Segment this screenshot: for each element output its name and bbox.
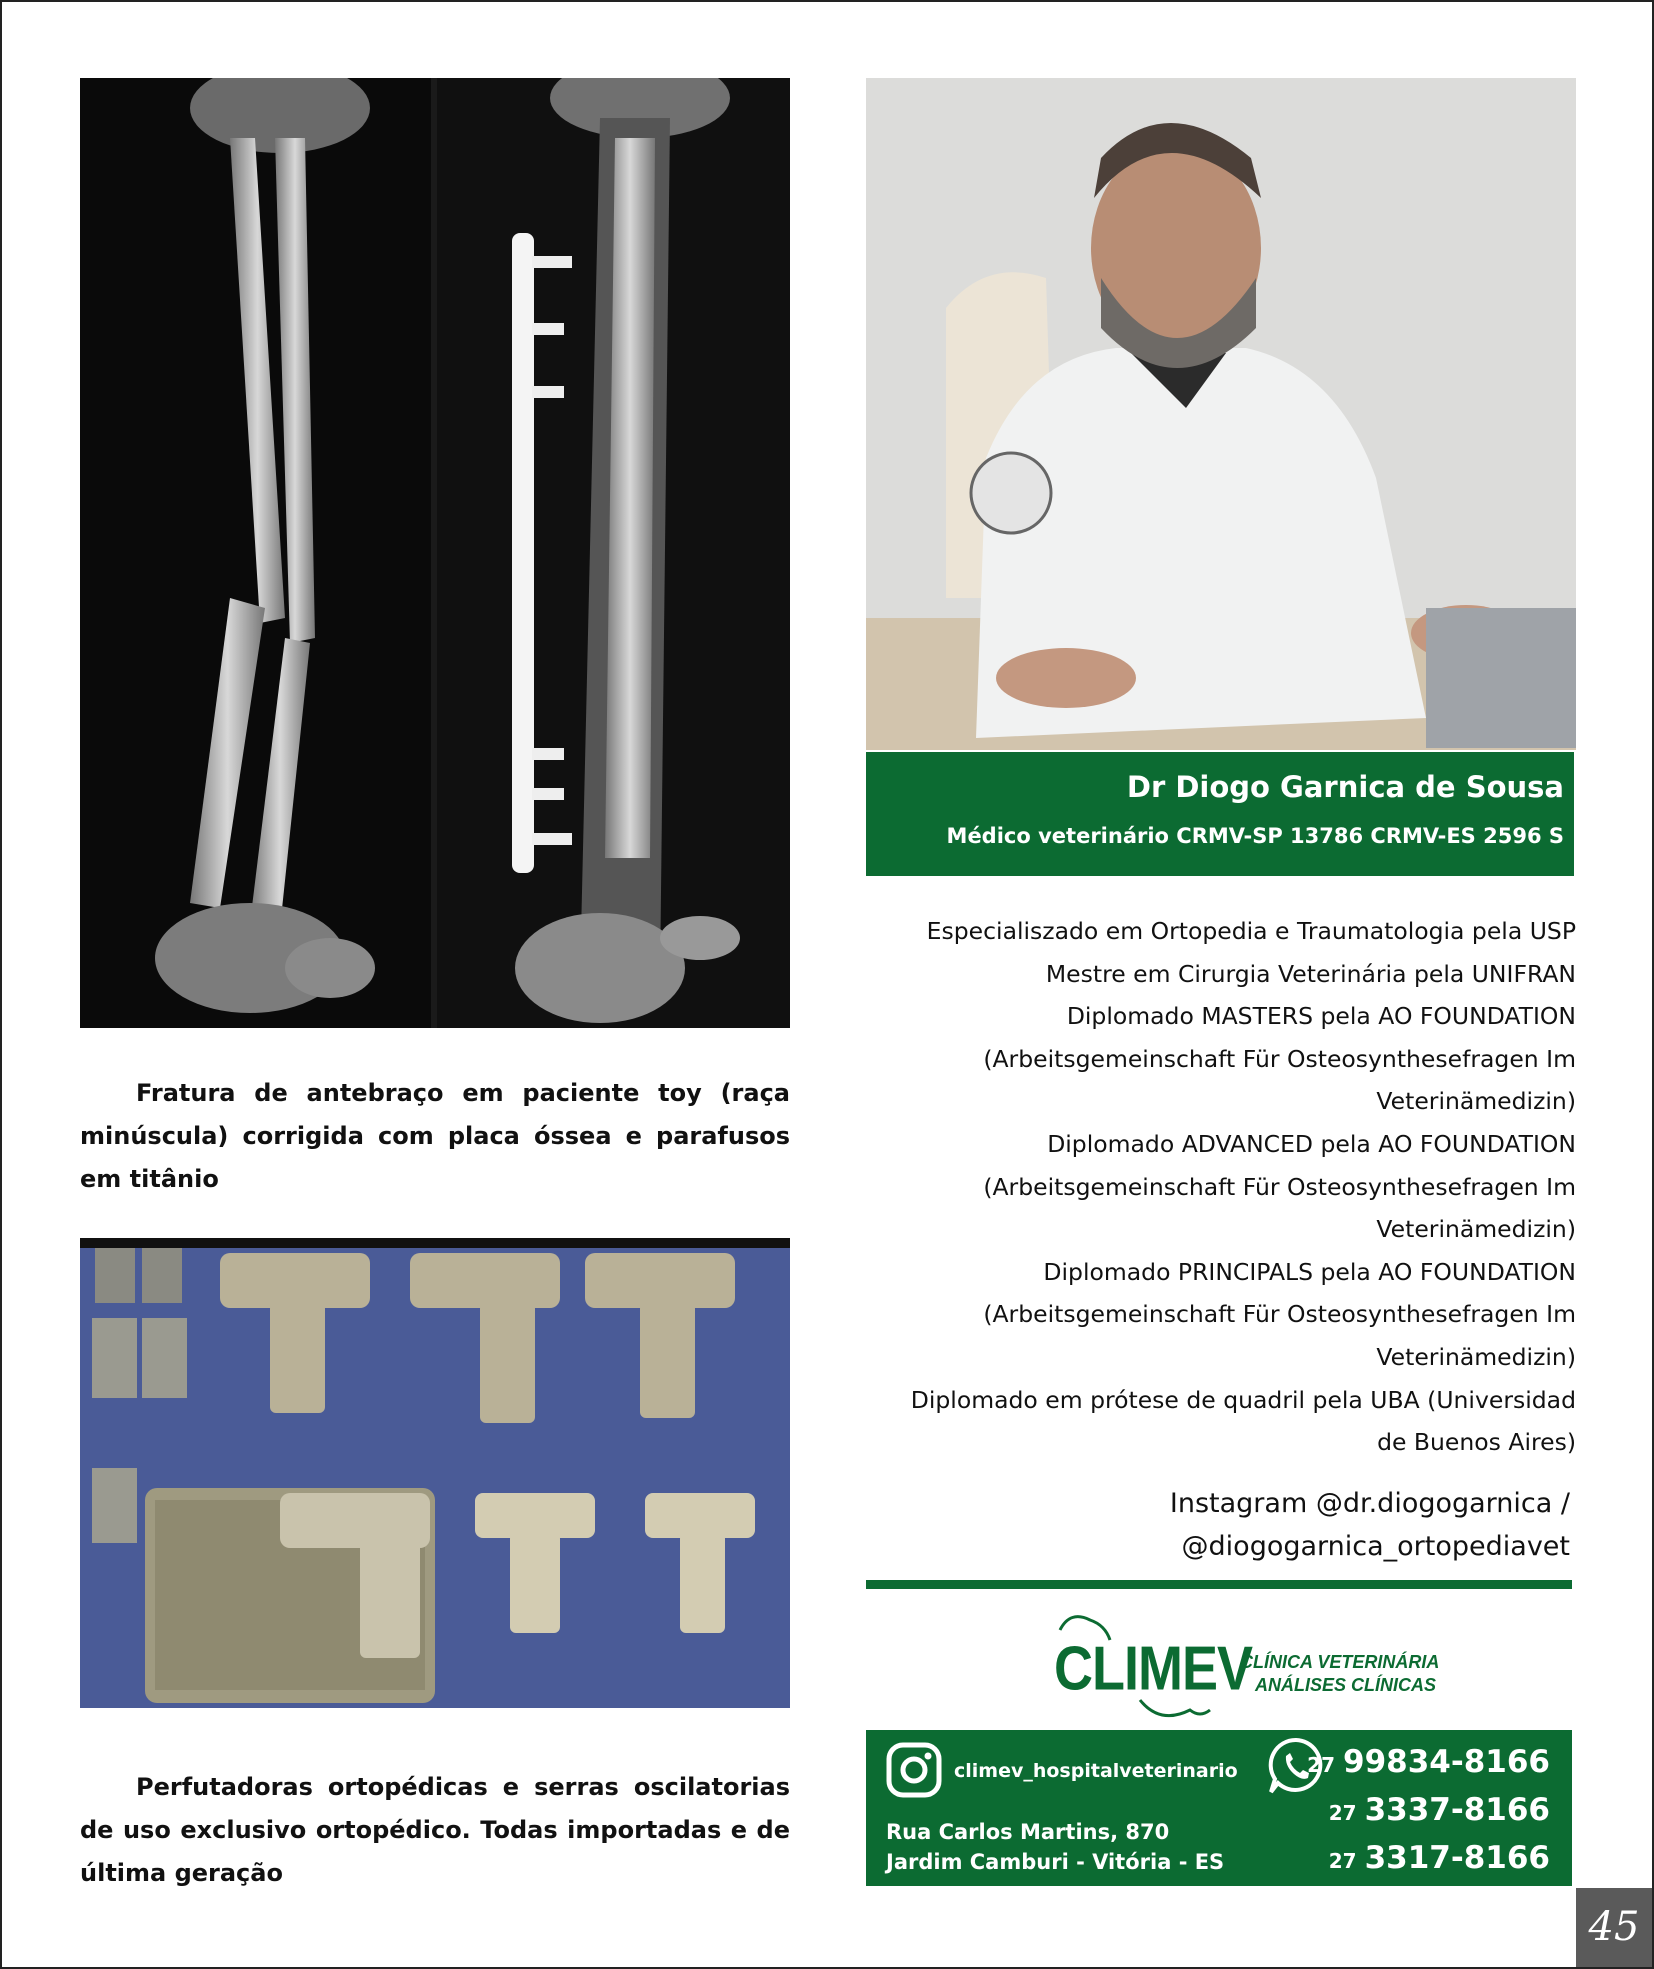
doctor-name: Dr Diogo Garnica de Sousa xyxy=(1126,770,1564,804)
doctor-portrait xyxy=(866,78,1576,750)
contact-box xyxy=(866,1730,1572,1886)
page-number-box xyxy=(1576,1888,1652,1967)
phone-number[interactable] xyxy=(1329,1792,1550,1828)
tools-caption: Perfutadoras ortopédicas e serras oscilatorias de uso exclusivo ortopédico. Todas importadas e de última geração xyxy=(80,1773,790,1887)
phone-number[interactable] xyxy=(1307,1744,1550,1780)
credential-item: Especialiszado em Ortopedia e Traumatologia pela USP xyxy=(926,917,1576,945)
divider xyxy=(866,1580,1572,1589)
phone-area-code: 27 xyxy=(1328,1849,1357,1873)
instagram-line: Instagram @dr.diogogarnica / xyxy=(1169,1488,1570,1519)
doctor-name-banner xyxy=(866,752,1574,876)
doctor-instagram xyxy=(880,1482,1570,1568)
address-line: Jardim Camburi - Vitória - ES xyxy=(886,1850,1225,1874)
doctor-title: Médico veterinário CRMV-SP 13786 CRMV-ES 2596 S xyxy=(946,824,1564,848)
phone-area-code: 27 xyxy=(1328,1801,1357,1825)
credential-item: Diplomado ADVANCED pela AO FOUNDATION (Arbeitsgemeinschaft Für Osteosynthesefragen Im Veterinämedizin) xyxy=(983,1129,1576,1244)
xray-caption: Fratura de antebraço em paciente toy (raça minúscula) corrigida com placa óssea e parafusos em titânio xyxy=(80,1079,790,1193)
phone-number[interactable] xyxy=(1329,1840,1550,1876)
instagram-line: @diogogarnica_ortopediavet xyxy=(1181,1531,1570,1562)
logo-subtitle: CLÍNICA VETERINÁRIA xyxy=(1240,1652,1440,1672)
logo-word: CLIMEV xyxy=(1054,1634,1253,1704)
surgical-tools-image xyxy=(80,1238,790,1708)
instagram-handle[interactable]: climev_hospitalveterinario xyxy=(954,1760,1238,1782)
phone-digits: 3337-8166 xyxy=(1364,1792,1550,1828)
phone-area-code: 27 xyxy=(1307,1753,1335,1777)
phone-digits: 3317-8166 xyxy=(1364,1840,1550,1876)
climev-logo xyxy=(1050,1600,1460,1730)
credential-item: Diplomado MASTERS pela AO FOUNDATION (Arbeitsgemeinschaft Für Osteosynthesefragen Im Veterinämedizin) xyxy=(983,1002,1576,1116)
page-number: 45 xyxy=(1588,1904,1640,1950)
credential-item: Mestre em Cirurgia Veterinária pela UNIFRAN xyxy=(1045,959,1576,988)
credential-item: Diplomado PRINCIPALS pela AO FOUNDATION (Arbeitsgemeinschaft Für Osteosynthesefragen Im Veterinämedizin) xyxy=(983,1257,1576,1371)
instagram-icon xyxy=(886,1742,942,1798)
phone-digits: 99834-8166 xyxy=(1343,1744,1550,1780)
address-line: Rua Carlos Martins, 870 xyxy=(886,1820,1170,1844)
xray-divider xyxy=(431,78,437,1028)
credentials-list xyxy=(880,910,1576,1464)
logo-subtitle: ANÁLISES CLÍNICAS xyxy=(1255,1675,1437,1695)
credential-item: Diplomado em prótese de quadril pela UBA (Universidad de Buenos Aires) xyxy=(910,1385,1576,1457)
xray-image xyxy=(80,78,790,1028)
